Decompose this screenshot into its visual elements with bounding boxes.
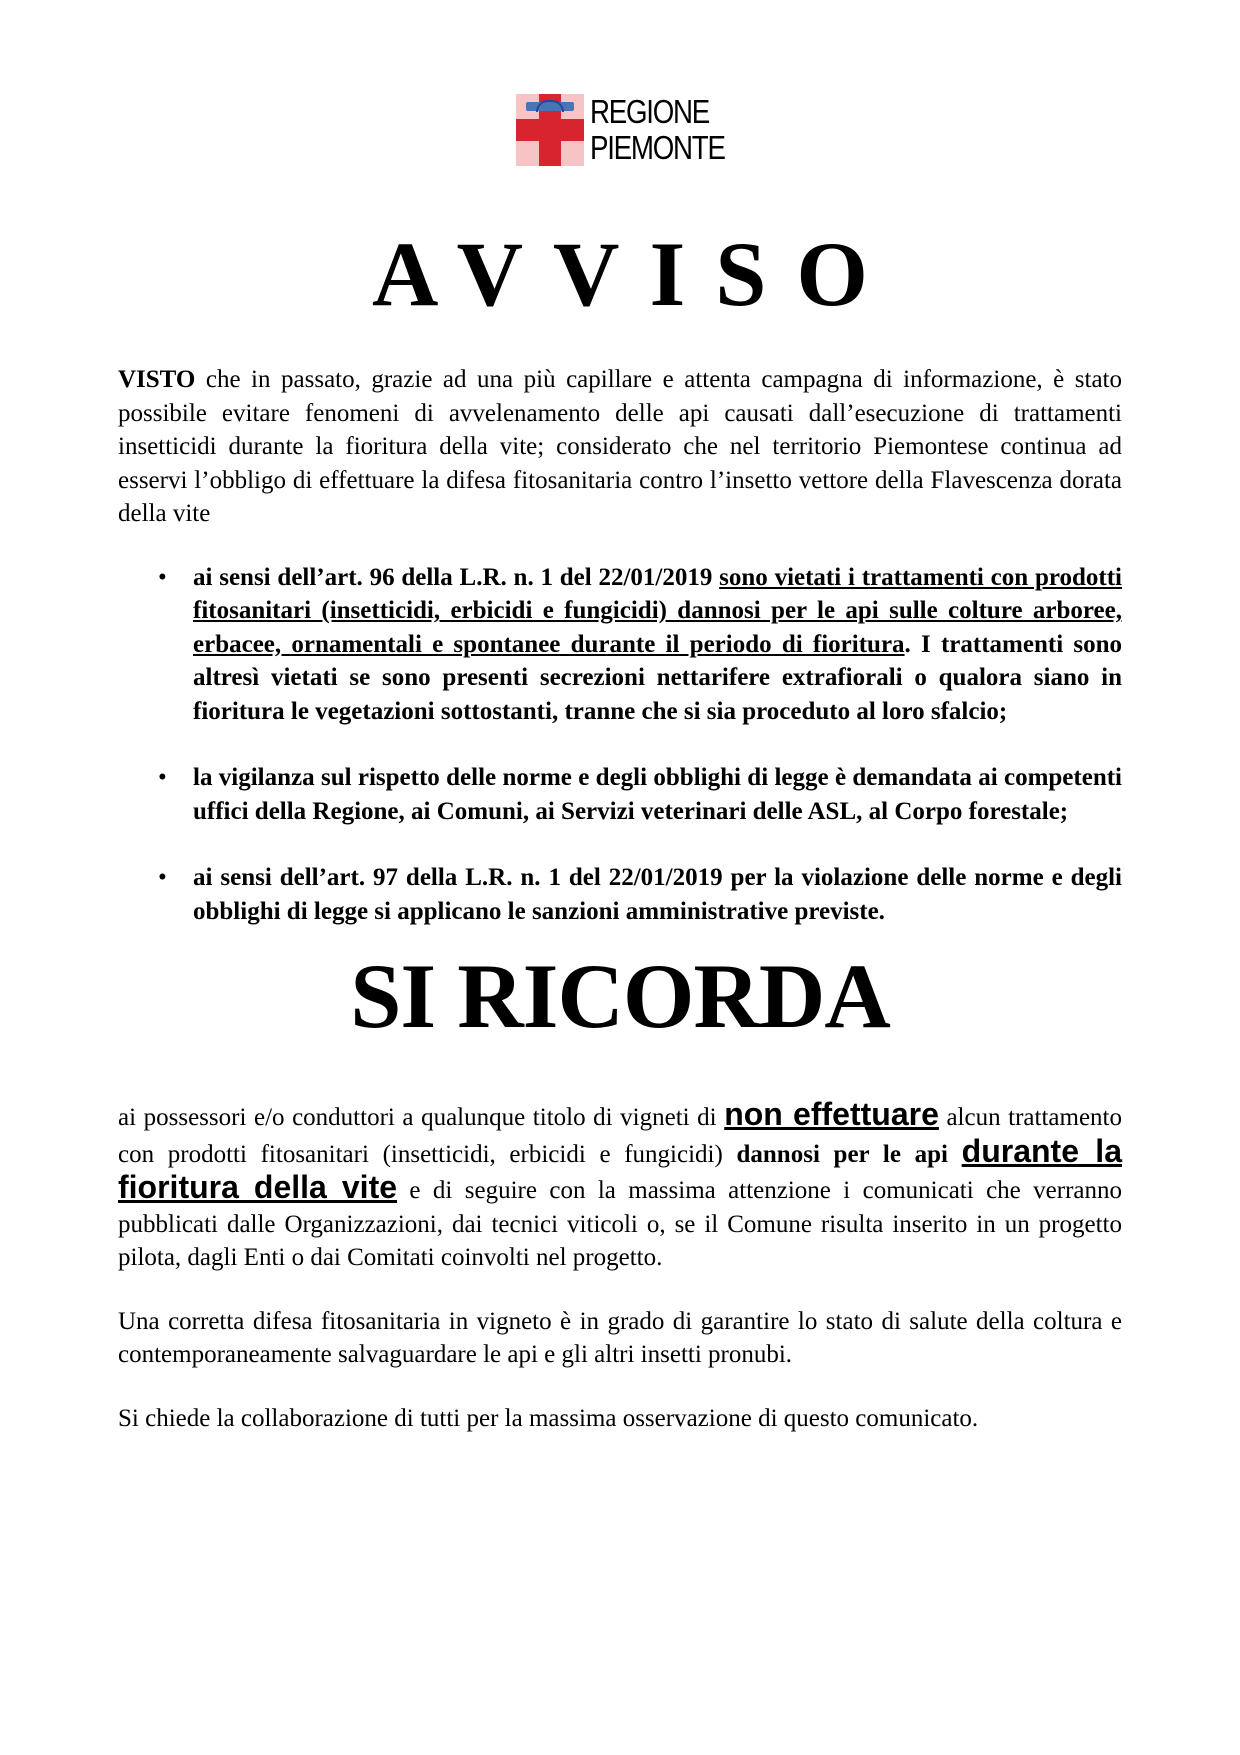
p1-text-b: alcun trattamento con prodotti fitosanitari (insetticidi, erbicidi e fungicidi) xyxy=(118,1104,1123,1168)
bullet-icon: • xyxy=(158,864,167,891)
list-item xyxy=(118,761,1122,828)
bullet-icon: • xyxy=(158,764,167,791)
list-item xyxy=(118,861,1122,928)
logo-wordmark xyxy=(590,94,725,166)
regione-piemonte-emblem-icon xyxy=(516,94,584,166)
ricorda-paragraph-1 xyxy=(118,1098,1122,1275)
intro-text: che in passato, grazie ad una più capillare e attenta campagna di informazione, è stato possibile evitare fenomeni di avvelenamento delle api causati dall’esecuzione di trattamenti insetticidi durante la fioritura della vite; considerato che nel territorio Piemontese continua ad esservi l’obbligo di effettuare la difesa fitosanitaria contro l’insetto vettore della Flavescenza dorata della vite xyxy=(118,366,1122,527)
logo-line-2: PIEMONTE xyxy=(590,129,725,166)
bullet-list xyxy=(118,561,1122,929)
p1-emphasis-non-effettuare: non effettuare xyxy=(724,1096,939,1132)
p1-text-d: e di seguire con la massima attenzione i comunicati che verranno pubblicati dalle Organizzazioni, dai tecnici viticoli o, se il Comune risulta inserito in un progetto pilota, dagli Enti o dai Comitati coinvolti nel progetto. xyxy=(118,1177,1123,1271)
regione-piemonte-logo xyxy=(516,94,750,166)
intro-lead: VISTO xyxy=(118,366,196,393)
intro-paragraph xyxy=(118,363,1122,531)
item1-underlined: sono vietati i trattamenti con prodotti fitosanitari (insetticidi, erbicidi e fungicidi) dannosi per le api sulle colture arboree, erbacee, ornamentali e spontanee durante il periodo di fioritura xyxy=(193,563,1122,658)
page-title: AVVISO xyxy=(372,223,898,325)
item1-post: . I trattamenti sono altresì vietati se sono presenti secrezioni nettarifere extrafiorali o qualora siano in fioritura le vegetazioni sottostanti, tranne che si sia proceduto al loro sfalcio; xyxy=(193,630,1122,725)
section-title-si-ricorda: SI RICORDA xyxy=(350,945,890,1047)
item3-text: ai sensi dell’art. 97 della L.R. n. 1 del 22/01/2019 per la violazione delle norme e degli obblighi di legge si applicano le sanzioni amministrative previste. xyxy=(193,864,1122,925)
p1-text-a: ai possessori e/o conduttori a qualunque titolo di vigneti di xyxy=(118,1104,725,1131)
p1-emphasis-fioritura: durante la fioritura della vite xyxy=(118,1132,1122,1205)
list-item xyxy=(118,561,1122,729)
ricorda-paragraph-2: Una corretta difesa fitosanitaria in vigneto è in grado di garantire lo stato di salute della coltura e contemporaneamente salvaguardare le api e gli altri insetti pronubi. xyxy=(118,1307,1122,1368)
notice-body xyxy=(118,363,1122,1435)
p1-text-c xyxy=(948,1141,962,1168)
ricorda-paragraph-3: Si chiede la collaborazione di tutti per la massima osservazione di questo comunicato. xyxy=(118,1404,979,1432)
item2-text: la vigilanza sul rispetto delle norme e degli obblighi di legge è demandata ai competenti uffici della Regione, ai Comuni, ai Servizi veterinari delle ASL, al Corpo forestale; xyxy=(193,764,1122,825)
bullet-icon: • xyxy=(158,563,167,591)
p1-bold-dannosi: dannosi per le api xyxy=(736,1140,948,1168)
item1-pre: ai sensi dell’art. 96 della L.R. n. 1 del 22/01/2019 xyxy=(193,563,720,591)
logo-line-1: REGIONE xyxy=(590,93,710,130)
